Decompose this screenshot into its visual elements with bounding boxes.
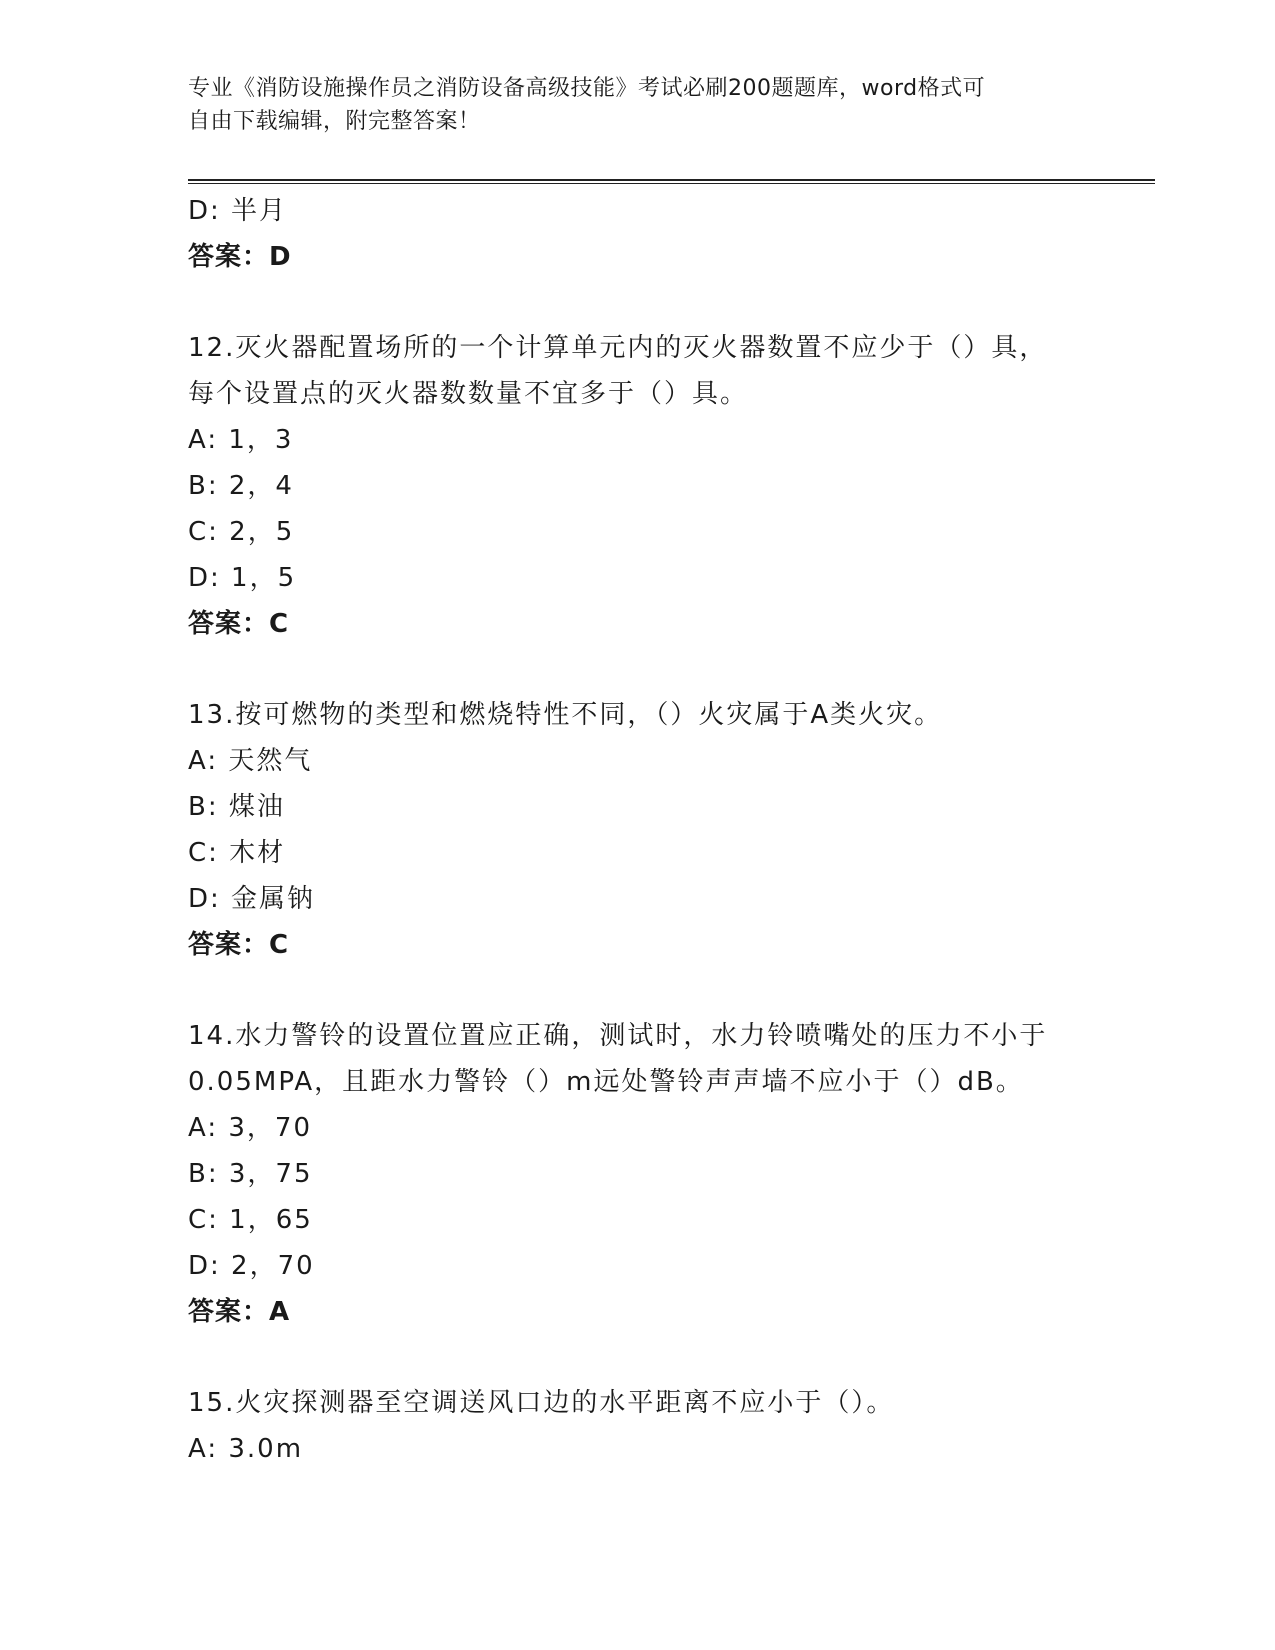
question-13 [188, 692, 1148, 968]
answer: 答案：D [188, 242, 292, 272]
option-a: A: 3，70 [188, 1113, 312, 1143]
answer: 答案：C [188, 609, 290, 639]
header-rule [188, 179, 1155, 181]
question-14 [188, 1013, 1148, 1335]
option-d: D: 2，70 [188, 1251, 315, 1281]
spacer [188, 1335, 1148, 1380]
spacer [188, 968, 1148, 1013]
option-a: A: 1，3 [188, 425, 294, 455]
question-12 [188, 325, 1148, 647]
question-stem-line-2: 每个设置点的灭火器数数量不宜多于（）具。 [188, 379, 749, 409]
question-stem-line-1: 15.火灾探测器至空调送风口边的水平距离不应小于（）。 [188, 1388, 895, 1418]
option-c: C: 木材 [188, 838, 286, 868]
header-line-2: 自由下载编辑，附完整答案！ [188, 109, 481, 134]
document-header [188, 72, 1068, 138]
option-d: D: 金属钠 [188, 884, 316, 914]
option-b: B: 3，75 [188, 1159, 313, 1189]
question-list [188, 188, 1148, 1472]
option-d: D: 1，5 [188, 563, 297, 593]
option-a: A: 天然气 [188, 746, 313, 776]
spacer [188, 280, 1148, 325]
option-a: A: 3.0m [188, 1434, 304, 1464]
question-15 [188, 1380, 1148, 1472]
question-stem-line-2: 0.05MPA，且距水力警铃（）m远处警铃声声墙不应小于（）dB。 [188, 1067, 1024, 1097]
option-b: B: 2，4 [188, 471, 294, 501]
option-b: B: 煤油 [188, 792, 285, 822]
spacer [188, 647, 1148, 692]
question-stem-line-1: 14.水力警铃的设置位置应正确，测试时，水力铃喷嘴处的压力不小于 [188, 1021, 1048, 1051]
option-c: C: 1，65 [188, 1205, 313, 1235]
answer: 答案：C [188, 930, 290, 960]
answer: 答案：A [188, 1297, 291, 1327]
header-line-1: 专业《消防设施操作员之消防设备高级技能》考试必刷200题题库，word格式可 [188, 76, 986, 101]
question-stem-line-1: 12.灭火器配置场所的一个计算单元内的灭火器数置不应少于（）具， [188, 333, 1048, 363]
question-stem-line-1: 13.按可燃物的类型和燃烧特性不同，（）火灾属于A类火灾。 [188, 700, 943, 730]
option-c: C: 2，5 [188, 517, 295, 547]
header-rule-thin [188, 183, 1155, 184]
option-d: D: 半月 [188, 196, 288, 226]
previous-question-tail [188, 188, 1148, 280]
